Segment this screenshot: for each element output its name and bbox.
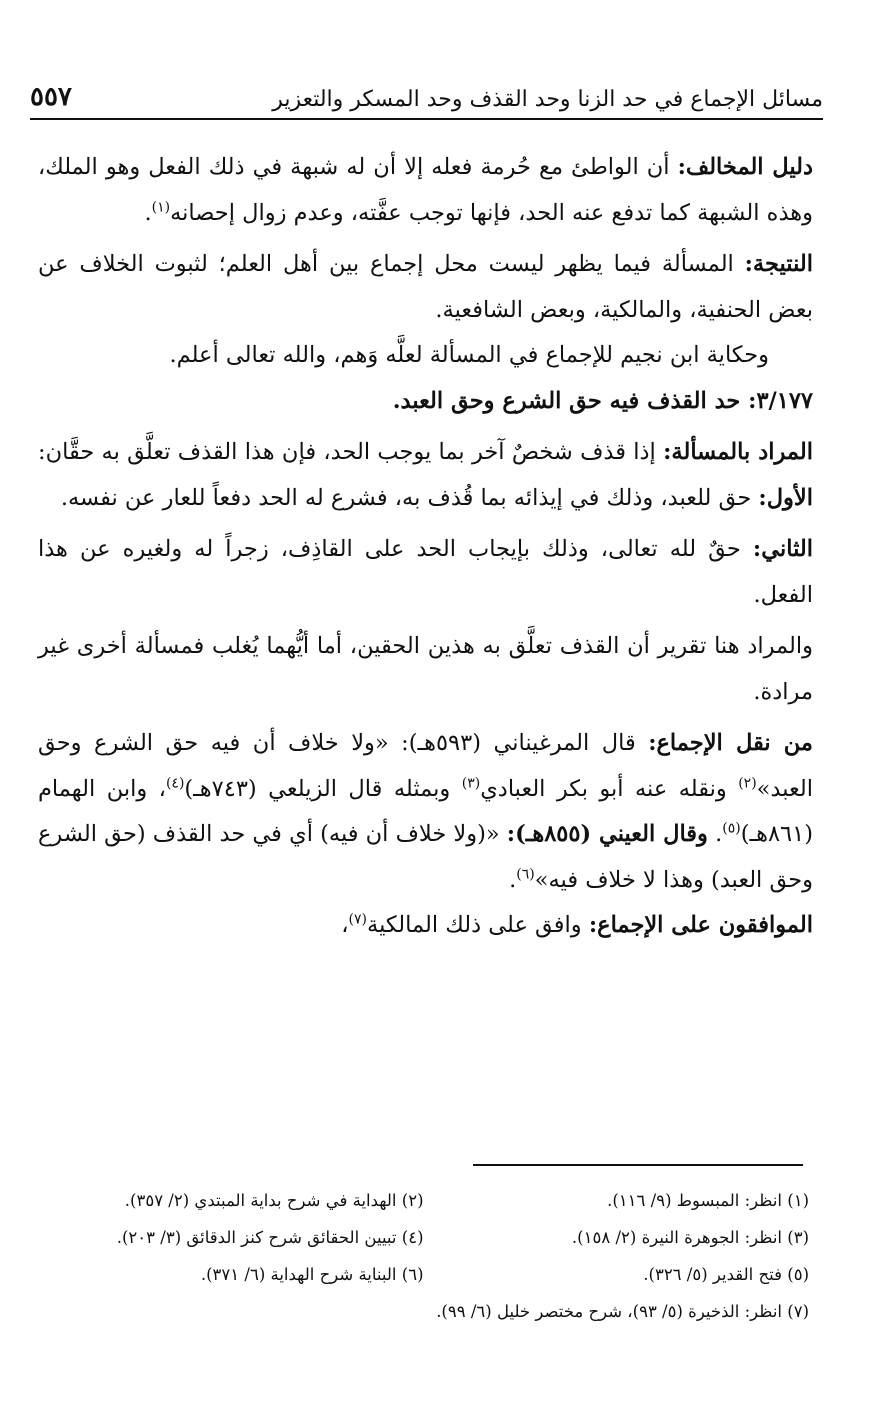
transmitters-s3: وبمثله قال الزيلعي (٧٤٣هـ) <box>184 775 462 802</box>
footnote-row <box>38 1293 809 1330</box>
meaning-text-a: إذا قذف شخصٌ آخر بما يوجب الحد، فإن هذا القذف تعلَّق به حقَّان: <box>38 439 664 465</box>
second-right-label: الثاني: <box>752 536 813 562</box>
footnote-ref-3[interactable]: (٣) <box>461 775 481 791</box>
footnote-1: (١) انظر: المبسوط (٩/ ١١٦). <box>607 1191 809 1210</box>
paragraph-result <box>38 242 813 333</box>
dissent-end: . <box>144 199 152 226</box>
transmitters-s7: «(ولا خلاف أن فيه) أي في حد القذف (حق الشرع وحق العبد) وهذا لا خلاف فيه» <box>38 821 813 893</box>
agreeing-text: وافق على ذلك المالكية <box>367 912 589 938</box>
paragraph-ibn-nujaym: وحكاية ابن نجيم للإجماع في المسألة لعلَّه وَهم، والله تعالى أعلم. <box>169 342 769 368</box>
transmitters-s4: ، وابن الهمام (٨٦١هـ) <box>38 775 813 847</box>
paragraph-dissent-evidence <box>38 145 813 236</box>
paragraph-intent: والمراد هنا تقرير أن القذف تعلَّق به هذين الحقين، أما أيُّهما يُغلب فمسألة أخرى غير مرادة. <box>38 633 813 705</box>
paragraph-consensus-transmitters <box>38 721 813 903</box>
agreeing-end: ، <box>341 912 349 938</box>
meaning-text-b: حق للعبد، وذلك في إيذائه بما قُذف به، فشرع له الحد دفعاً للعار عن نفسه. <box>60 484 759 511</box>
second-right-text: حقٌ لله تعالى، وذلك بإيجاب الحد على القاذِف، زجراً له ولغيره عن هذا الفعل. <box>38 536 813 608</box>
footnote-ref-7[interactable]: (٧) <box>348 911 368 928</box>
footnote-ref-4[interactable]: (٤) <box>165 775 185 791</box>
footnote-ref-2[interactable]: (٢) <box>738 775 757 791</box>
transmitters-s2: ونقله عنه أبو بكر العبادي <box>480 775 739 802</box>
paragraph-second-right <box>38 527 813 618</box>
meaning-label: المراد بالمسألة: <box>663 439 814 465</box>
footnote-ref-1[interactable]: (١) <box>151 199 171 215</box>
transmitters-s6: وقال العيني (٨٥٥هـ): <box>506 821 708 847</box>
dissent-text: أن الواطئ مع حُرمة فعله إلا أن له شبهة في ذلك الفعل وهو الملك، وهذه الشبهة كما تدفع عنه الحد، فإنها توجب عفَّته، وعدم زوال إحصانه <box>38 154 813 226</box>
footnote-row <box>38 1256 809 1293</box>
footnote-4: (٤) تبيين الحقائق شرح كنز الدقائق (٣/ ٢٠٣). <box>116 1228 424 1247</box>
paragraph-meaning <box>38 430 813 521</box>
footnote-5: (٥) فتح القدير (٥/ ٣٢٦). <box>643 1265 809 1284</box>
result-text: المسألة فيما يظهر ليست محل إجماع بين أهل العلم؛ لثبوت الخلاف عن بعض الحنفية، والمالكية، وبعض الشافعية. <box>38 251 813 323</box>
main-text <box>38 145 813 949</box>
footnotes <box>38 1182 809 1330</box>
page-number: ٥٥٧ <box>30 82 72 112</box>
result-label: النتيجة: <box>744 251 813 277</box>
footnote-divider <box>473 1164 803 1166</box>
transmitters-s1: قال المرغيناني (٥٩٣هـ): «ولا خلاف أن فيه حق الشرع وحق العبد» <box>38 730 813 802</box>
footnote-ref-6[interactable]: (٦) <box>516 866 535 882</box>
issue-heading: ٣/١٧٧: حد القذف فيه حق الشرع وحق العبد. <box>392 387 813 414</box>
footnote-row <box>38 1182 809 1219</box>
page-header <box>30 66 823 120</box>
transmitters-s5: . <box>707 821 723 847</box>
footnote-7: (٧) انظر: الذخيرة (٥/ ٩٣)، شرح مختصر خليل (٦/ ٩٩). <box>436 1302 809 1321</box>
agreeing-label: الموافقون على الإجماع: <box>588 912 813 938</box>
first-right-label: الأول: <box>758 484 813 511</box>
footnote-3: (٣) انظر: الجوهرة النيرة (٢/ ١٥٨). <box>571 1228 809 1247</box>
transmitters-s8: . <box>509 866 517 893</box>
paragraph-agreeing <box>38 903 813 949</box>
transmitters-label: من نقل الإجماع: <box>648 730 813 756</box>
footnote-6: (٦) البناية شرح الهداية (٦/ ٣٧١). <box>200 1265 424 1284</box>
footnote-ref-5[interactable]: (٥) <box>722 820 741 837</box>
running-title: مسائل الإجماع في حد الزنا وحد القذف وحد المسكر والتعزير <box>272 87 823 112</box>
footnote-2: (٢) الهداية في شرح بداية المبتدي (٢/ ٣٥٧). <box>124 1191 424 1210</box>
footnote-row <box>38 1219 809 1256</box>
dissent-label: دليل المخالف: <box>677 154 814 180</box>
